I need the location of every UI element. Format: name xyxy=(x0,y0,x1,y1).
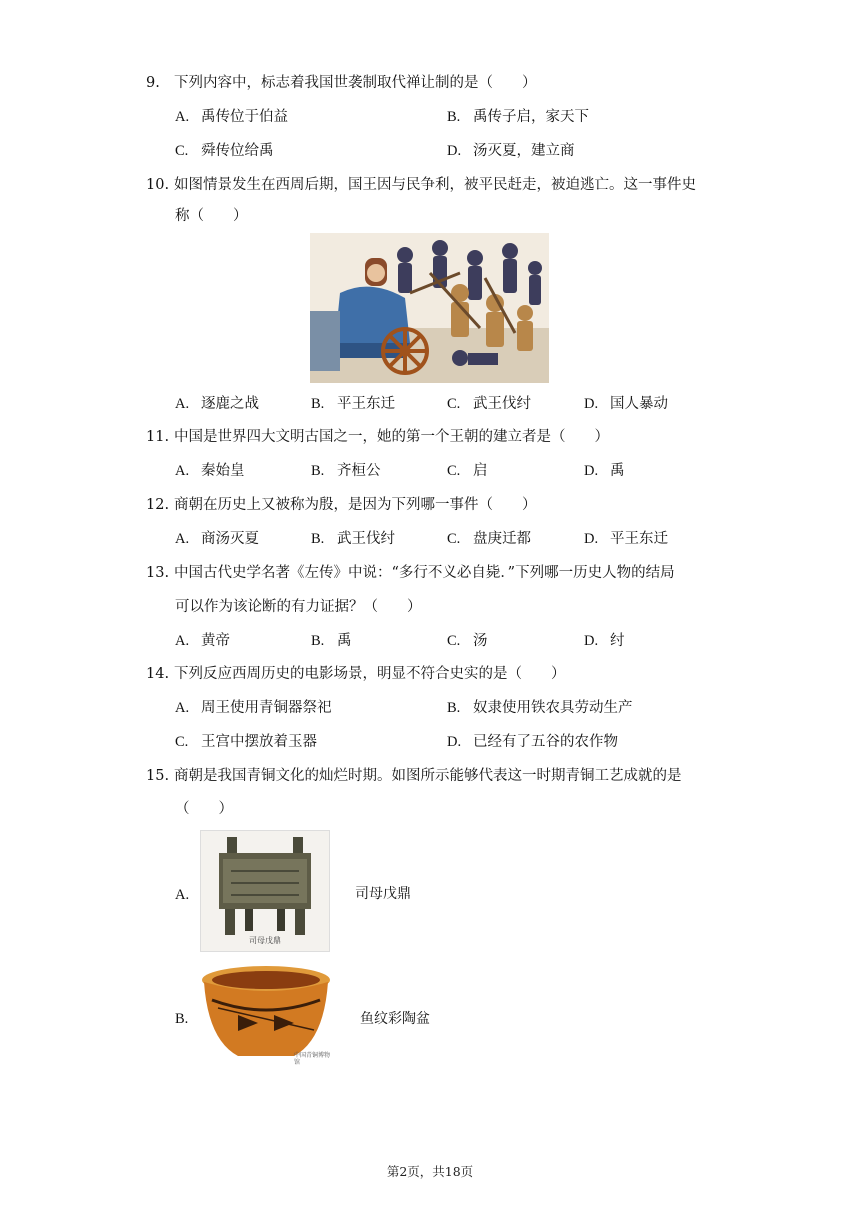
image-label: 中国青铜博物馆 xyxy=(294,1052,331,1066)
ding-icon xyxy=(201,831,329,951)
question-text: 中国是世界四大文明古国之一，她的第一个王朝的建立者是（ ） xyxy=(174,429,609,445)
question-number: 15. xyxy=(146,768,170,784)
question-number: 9. xyxy=(146,75,160,91)
question-9 xyxy=(146,73,537,93)
question-text: 下列内容中，标志着我国世袭制取代禅让制的是（ ） xyxy=(174,75,537,91)
question-text-continued: （ ） xyxy=(175,801,233,817)
question-number: 14. xyxy=(146,666,170,682)
fish-pattern-basin-image xyxy=(198,960,334,1070)
question-number: 13. xyxy=(146,565,170,581)
option-c[interactable]: C. 汤 xyxy=(447,633,488,649)
option-d[interactable]: D. 纣 xyxy=(584,633,625,649)
question-12 xyxy=(146,495,537,515)
question-15 xyxy=(146,766,682,786)
uprising-illustration-art xyxy=(310,233,549,383)
question-11 xyxy=(146,427,609,447)
option-c[interactable]: C. 启 xyxy=(447,463,488,479)
option-b[interactable]: B. 平王东迁 xyxy=(311,396,395,412)
option-a[interactable]: A. 禹传位于伯益 xyxy=(175,109,288,125)
option-a[interactable]: A. 商汤灭夏 xyxy=(175,531,259,547)
question-10 xyxy=(146,175,696,195)
option-b[interactable]: B. xyxy=(175,1011,189,1027)
question-text: 中国古代史学名著《左传》中说：“多行不义必自毙．”下列哪一历史人物的结局 xyxy=(174,565,675,581)
option-d[interactable]: D. 禹 xyxy=(584,463,625,479)
option-d[interactable]: D. 汤灭夏，建立商 xyxy=(447,143,575,159)
question-number: 12. xyxy=(146,497,170,513)
option-b-caption[interactable]: 鱼纹彩陶盆 xyxy=(360,1011,430,1027)
question-text: 如图情景发生在西周后期，国王因与民争利，被平民赶走，被迫逃亡。这一事件史 xyxy=(174,177,696,193)
question-14 xyxy=(146,664,566,684)
option-d[interactable]: D. 平王东迁 xyxy=(584,531,668,547)
question-13 xyxy=(146,563,675,583)
option-b[interactable]: B. 奴隶使用铁农具劳动生产 xyxy=(447,700,633,716)
option-d[interactable]: D. 国人暴动 xyxy=(584,396,668,412)
option-b[interactable]: B. 武王伐纣 xyxy=(311,531,395,547)
question-number: 10. xyxy=(146,177,170,193)
option-a[interactable]: A. 逐鹿之战 xyxy=(175,396,259,412)
question-text-continued: 称（ ） xyxy=(175,208,248,224)
option-b[interactable]: B. 禹传子启，家天下 xyxy=(447,109,589,125)
uprising-illustration xyxy=(310,233,549,383)
option-c[interactable]: C. 舜传位给禹 xyxy=(175,143,274,159)
option-c[interactable]: C. 盘庚迁都 xyxy=(447,531,531,547)
image-label: 司母戊鼎 xyxy=(249,936,281,945)
option-a[interactable]: A. 周王使用青铜器祭祀 xyxy=(175,700,332,716)
option-a-caption[interactable]: 司母戊鼎 xyxy=(355,886,411,902)
question-number: 11. xyxy=(146,429,170,445)
option-d[interactable]: D. 已经有了五谷的农作物 xyxy=(447,734,618,750)
option-a[interactable]: A. xyxy=(175,887,190,903)
option-c[interactable]: C. 王宫中摆放着玉器 xyxy=(175,734,317,750)
option-a[interactable]: A. 秦始皇 xyxy=(175,463,245,479)
question-text: 下列反应西周历史的电影场景，明显不符合史实的是（ ） xyxy=(174,666,566,682)
simuwu-ding-image xyxy=(200,830,330,952)
option-b[interactable]: B. 禹 xyxy=(311,633,352,649)
option-a[interactable]: A. 黄帝 xyxy=(175,633,230,649)
option-b[interactable]: B. 齐桓公 xyxy=(311,463,381,479)
page-footer: 第2页，共18页 xyxy=(386,1164,474,1179)
question-text: 商朝在历史上又被称为殷，是因为下列哪一事件（ ） xyxy=(174,497,537,513)
question-text: 商朝是我国青铜文化的灿烂时期。如图所示能够代表这一时期青铜工艺成就的是 xyxy=(174,768,682,784)
option-c[interactable]: C. 武王伐纣 xyxy=(447,396,531,412)
question-text-continued: 可以作为该论断的有力证据？（ ） xyxy=(175,599,422,615)
